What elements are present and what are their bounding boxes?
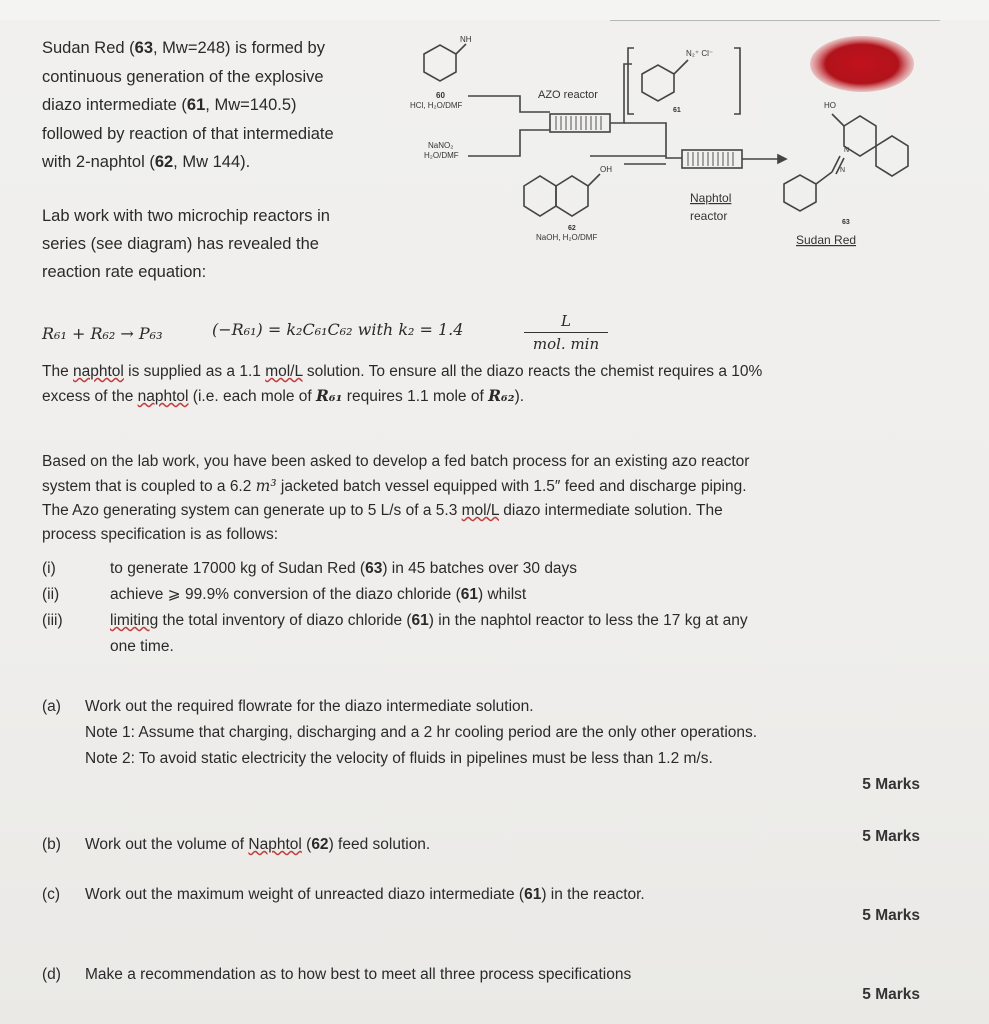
intro-line-4: followed by reaction of that intermediate (42, 124, 334, 143)
label-n-upper: N (844, 147, 850, 154)
label-61: 61 (673, 107, 681, 114)
aniline-ring (424, 45, 456, 81)
naphtol-chip-channels (688, 152, 733, 166)
spec-item-i: (i) to generate 17000 kg of Sudan Red (63) in 45 batches over 30 days (42, 556, 922, 582)
process-specification-list (42, 556, 922, 660)
lab-line-2: series (see diagram) has revealed the (42, 235, 319, 253)
fed-batch-paragraph (42, 450, 922, 547)
reaction-expression: R₆₁ + R₆₂ → P₆₃ (42, 324, 163, 343)
reaction-diagram (400, 24, 960, 264)
naphthol-ring-b (556, 176, 588, 216)
lab-line-3: reaction rate equation: (42, 263, 207, 281)
question-d-label: (d) (42, 966, 61, 983)
question-b-label: (b) (42, 836, 61, 853)
spec-item-iii: (iii) limiting the total inventory of diazo chloride (61) in the naphtol reactor to less the 17 kg at any one time. (42, 608, 922, 660)
spec-number: (iii) (42, 612, 63, 629)
question-a-note-1: Note 1: Assume that charging, discharging and a 2 hr cooling period are the only other operations. (85, 724, 758, 741)
label-60: 60 (436, 91, 445, 100)
label-n-lower: N (840, 167, 846, 174)
spec-iii-continuation: one time. (110, 638, 174, 655)
spec-number: (i) (42, 560, 56, 577)
label-nano2: NaNO₂ (428, 141, 454, 150)
fedbatch-line-4: process specification is as follows: (42, 526, 279, 543)
question-b-text: Work out the volume of Naphtol (62) feed solution. (85, 836, 431, 853)
question-a-note-2: Note 2: To avoid static electricity the velocity of fluids in pipelines must be less than 1.2 m/s. (85, 750, 713, 767)
top-divider (610, 20, 940, 21)
label-62: 62 (568, 225, 576, 232)
label-h2odmf: H₂O/DMF (424, 151, 459, 160)
label-sudan-red: Sudan Red (796, 233, 857, 247)
sudan-ring-naph-b (876, 136, 908, 176)
marks-a: 5 Marks (862, 776, 920, 793)
unit-denominator: mol. min (532, 335, 600, 353)
rate-equation (42, 312, 742, 358)
question-c (42, 882, 922, 908)
question-d (42, 962, 922, 988)
fedbatch-line-2: system that is coupled to a 6.2 m³ jacketed batch vessel equipped with 1.5″ feed and discharge piping. (42, 477, 747, 495)
question-a-label: (a) (42, 698, 61, 715)
label-n2cl: N₂⁺ Cl⁻ (686, 49, 714, 58)
intro-line-3: diazo intermediate (61, Mw=140.5) (42, 96, 297, 114)
rate-expression: (−R₆₁) = k₂C₆₁C₆₂ with k₂ = 1.4 (212, 320, 464, 339)
intro-text (42, 34, 402, 177)
supply-line-1: The naphtol is supplied as a 1.1 mol/L solution. To ensure all the diazo reacts the chemist requires a 10% (42, 363, 763, 380)
question-d-text: Make a recommendation as to how best to meet all three process specifications (85, 966, 632, 983)
intro-line-5: with 2-naphtol (62, Mw 144). (42, 153, 251, 171)
bracket-right (734, 48, 740, 114)
fraction-bar (524, 332, 608, 333)
question-a-text: Work out the required flowrate for the diazo intermediate solution. (85, 698, 534, 715)
label-nh2: NH (460, 35, 472, 44)
naphthol-ring-a (524, 176, 556, 216)
supply-paragraph (42, 360, 922, 409)
fedbatch-line-3: The Azo generating system can generate up to 5 L/s of a 5.3 mol/L diazo intermediate solution. The (42, 502, 723, 519)
azo-chip-channels (556, 116, 601, 130)
spec-number: (ii) (42, 586, 60, 603)
label-naphtol-reactor-1: Naphtol (690, 191, 732, 205)
question-b (42, 832, 922, 858)
sudan-red-powder-image (810, 36, 914, 92)
fedbatch-line-1: Based on the lab work, you have been asked to develop a fed batch process for an existing azo reactor (42, 453, 750, 470)
bracket-left (628, 48, 634, 114)
line-61 (624, 123, 682, 158)
question-a (42, 694, 922, 772)
diazonium-ring (642, 65, 674, 101)
label-naphtol-reactor-2: reactor (690, 209, 728, 223)
lab-work-text (42, 202, 402, 286)
label-naoh: NaOH, H₂O/DMF (536, 233, 598, 242)
intro-line-1: Sudan Red (63, Mw=248) is formed by (42, 39, 325, 57)
label-oh: OH (600, 165, 612, 174)
marks-c: 5 Marks (862, 907, 920, 924)
supply-line-2: excess of the naphtol (i.e. each mole of R₆₁ requires 1.1 mole of R₆₂). (42, 386, 525, 405)
azo-feed-line-2 (468, 130, 550, 156)
intro-line-2: continuous generation of the explosive (42, 67, 324, 86)
label-ho: HO (824, 101, 836, 110)
label-azo-reactor: AZO reactor (538, 89, 598, 101)
spec-item-ii: (ii) achieve ⩾ 99.9% conversion of the diazo chloride (61) whilst (42, 582, 922, 608)
top-strip (0, 0, 989, 20)
question-c-text: Work out the maximum weight of unreacted diazo intermediate (61) in the reactor. (85, 886, 645, 903)
label-hcl: HCl, H₂O/DMF (410, 101, 463, 110)
marks-b: 5 Marks (862, 828, 920, 845)
label-63: 63 (842, 219, 850, 226)
product-arrow (778, 155, 786, 163)
sudan-ring-phenyl (784, 175, 816, 211)
lab-line-1: Lab work with two microchip reactors in (42, 207, 330, 225)
reaction-diagram-svg (400, 24, 960, 264)
unit-numerator: L (561, 312, 571, 330)
question-c-label: (c) (42, 886, 61, 903)
rate-constant-unit (524, 312, 608, 353)
marks-d: 5 Marks (862, 986, 920, 1003)
